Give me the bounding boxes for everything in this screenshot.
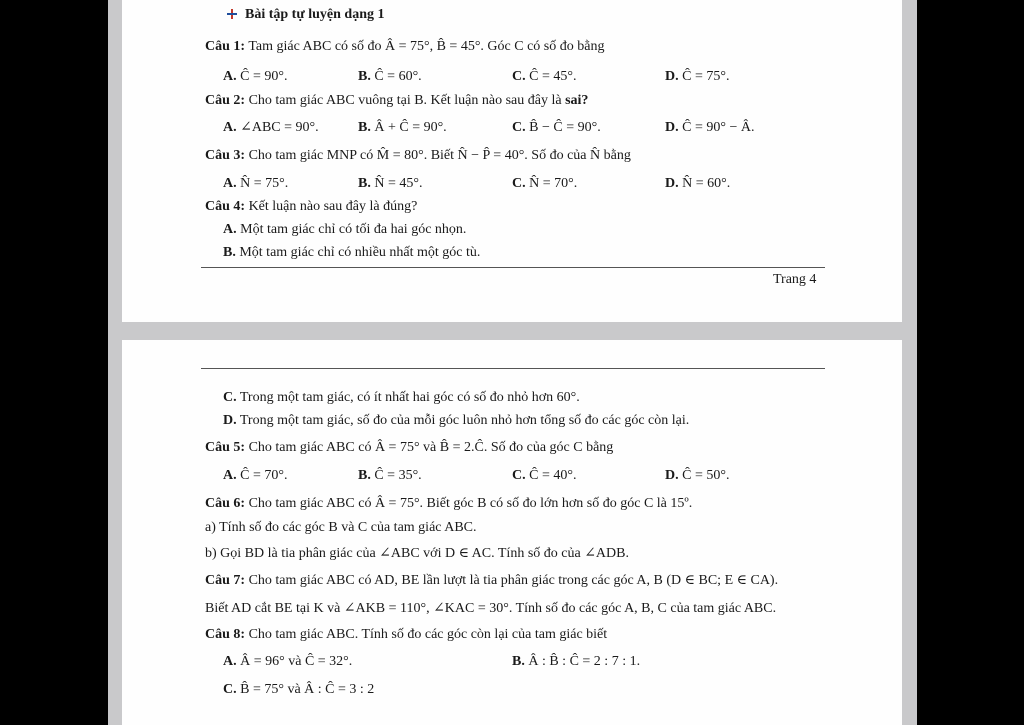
q3-option-b: B. N̂ = 45°. bbox=[358, 176, 423, 191]
document-page-4 bbox=[122, 0, 902, 322]
q2-option-b: B. Â + Ĉ = 90°. bbox=[358, 120, 447, 135]
q8-option-b: B. Â : B̂ : Ĉ = 2 : 7 : 1. bbox=[512, 654, 641, 669]
section-heading: Bài tập tự luyện dạng 1 bbox=[227, 6, 385, 24]
q8-option-a: A. Â = 96° và Ĉ = 32°. bbox=[223, 654, 353, 669]
question-8: Câu 8: Cho tam giác ABC. Tính số đo các góc còn lại của tam giác biết bbox=[205, 627, 608, 642]
q6-part-a: a) Tính số đo các góc B và C của tam giác ABC. bbox=[205, 520, 477, 535]
footer-rule bbox=[201, 267, 825, 268]
q7-line-2: Biết AD cắt BE tại K và ∠AKB = 110°, ∠KAC = 30°. Tính số đo các góc A, B, C của tam giác ABC. bbox=[205, 601, 777, 616]
q8-option-c: C. B̂ = 75° và Â : Ĉ = 3 : 2 bbox=[223, 682, 375, 697]
q5-option-d: D. Ĉ = 50°. bbox=[665, 468, 730, 483]
q1-option-b: B. Ĉ = 60°. bbox=[358, 69, 422, 84]
q5-option-b: B. Ĉ = 35°. bbox=[358, 468, 422, 483]
q3-option-a: A. N̂ = 75°. bbox=[223, 176, 289, 191]
bullet-icon bbox=[227, 9, 237, 19]
question-2: Câu 2: Cho tam giác ABC vuông tại B. Kết luận nào sau đây là sai? bbox=[205, 93, 589, 108]
q5-option-c: C. Ĉ = 40°. bbox=[512, 468, 577, 483]
q2-option-d: D. Ĉ = 90° − Â. bbox=[665, 120, 755, 135]
question-5: Câu 5: Cho tam giác ABC có Â = 75° và B̂ = 2.Ĉ. Số đo của góc C bằng bbox=[205, 440, 614, 455]
q2-option-c: C. B̂ − Ĉ = 90°. bbox=[512, 120, 601, 135]
q1-option-d: D. Ĉ = 75°. bbox=[665, 69, 730, 84]
q3-option-d: D. N̂ = 60°. bbox=[665, 176, 731, 191]
question-3: Câu 3: Cho tam giác MNP có M̂ = 80°. Biết N̂ − P̂ = 40°. Số đo của N̂ bằng bbox=[205, 148, 631, 163]
q6-part-b: b) Gọi BD là tia phân giác của ∠ABC với D ∈ AC. Tính số đo của ∠ADB. bbox=[205, 546, 629, 561]
page-number: Trang 4 bbox=[773, 272, 817, 287]
question-1: Câu 1: Tam giác ABC có số đo Â = 75°, B̂ = 45°. Góc C có số đo bằng bbox=[205, 39, 605, 54]
q1-option-a: A. Ĉ = 90°. bbox=[223, 69, 288, 84]
q3-option-c: C. N̂ = 70°. bbox=[512, 176, 578, 191]
question-7: Câu 7: Cho tam giác ABC có AD, BE lần lượt là tia phân giác trong các góc A, B (D ∈ BC; E ∈ CA). bbox=[205, 573, 779, 588]
q4-option-d: D. Trong một tam giác, số đo của mỗi góc luôn nhỏ hơn tổng số đo các góc còn lại. bbox=[223, 413, 690, 428]
q4-option-a: A. Một tam giác chỉ có tối đa hai góc nhọn. bbox=[223, 222, 467, 237]
document-page-5 bbox=[122, 340, 902, 725]
q1-option-c: C. Ĉ = 45°. bbox=[512, 69, 577, 84]
q4-option-c: C. Trong một tam giác, có ít nhất hai góc có số đo nhỏ hơn 60°. bbox=[223, 390, 580, 405]
question-4: Câu 4: Kết luận nào sau đây là đúng? bbox=[205, 199, 418, 214]
q5-option-a: A. Ĉ = 70°. bbox=[223, 468, 288, 483]
header-rule bbox=[201, 368, 825, 369]
q2-option-a: A. ∠ABC = 90°. bbox=[223, 120, 319, 135]
q4-option-b: B. Một tam giác chỉ có nhiều nhất một góc tù. bbox=[223, 245, 481, 260]
question-6: Câu 6: Cho tam giác ABC có Â = 75°. Biết góc B có số đo lớn hơn số đo góc C là 15º. bbox=[205, 496, 693, 511]
